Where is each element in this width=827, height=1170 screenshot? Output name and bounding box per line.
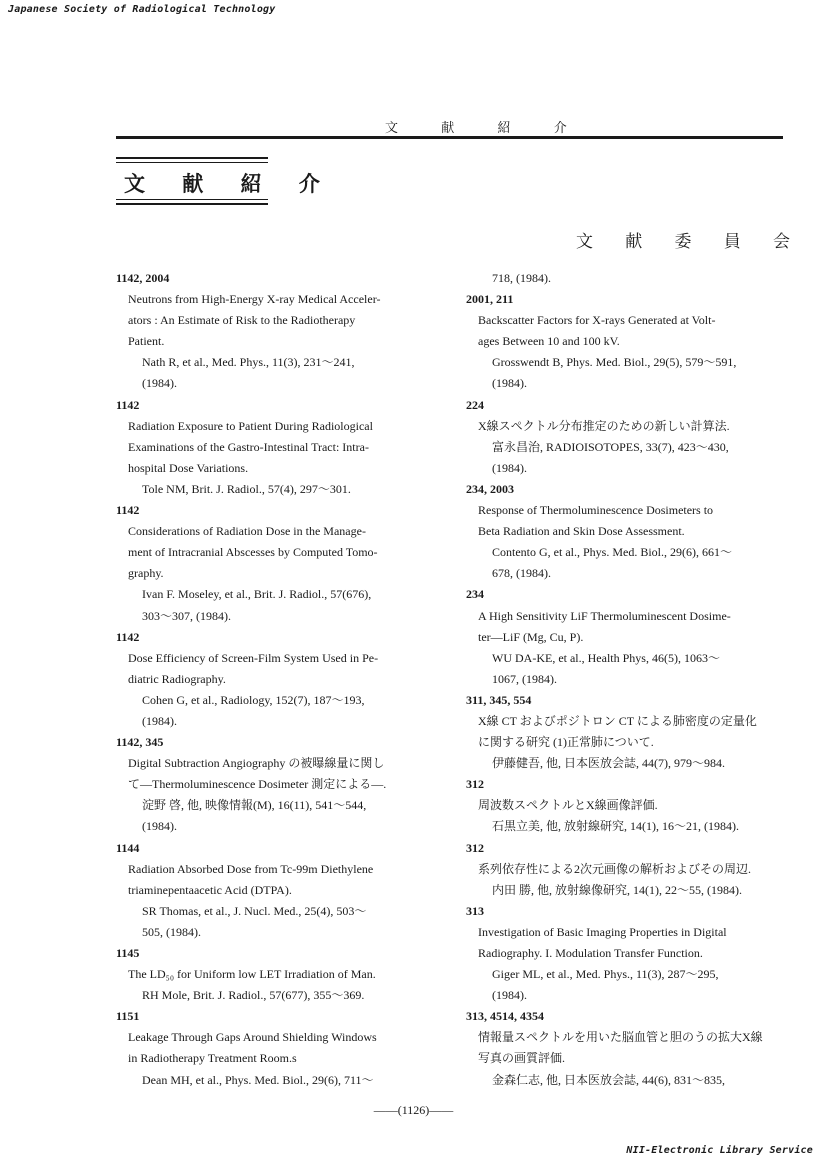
article-title-line: Leakage Through Gaps Around Shielding Windows <box>128 1030 377 1045</box>
article-title-line: て―Thermoluminescence Dosimeter 測定による―. <box>128 777 387 792</box>
classification-code: 313 <box>466 903 484 918</box>
citation-line: RH Mole, Brit. J. Radiol., 57(677), 355～369. <box>142 988 365 1003</box>
article-title-line: 情報量スペクトルを用いた脳血管と胆のうの拡大X線 <box>478 1030 763 1045</box>
citation-line: (1984). <box>492 376 527 391</box>
page-number: ――(1126)―― <box>373 1103 454 1117</box>
citation-line: 淀野 啓, 他, 映像情報(M), 16(11), 541～544, <box>142 798 367 813</box>
citation-line: Grosswendt B, Phys. Med. Biol., 29(5), 579～591, <box>492 355 737 370</box>
left-column <box>116 268 434 1091</box>
running-head: 文 献 紹 介 <box>385 120 587 135</box>
citation-line: (1984). <box>492 460 527 475</box>
reference-entry <box>116 1006 434 1090</box>
article-title-line: Response of Thermoluminescence Dosimeters to <box>478 503 714 518</box>
article-title-line: triaminepentaacetic Acid (DTPA). <box>128 882 292 897</box>
citation-line: Ivan F. Moseley, et al., Brit. J. Radiol., 57(676), <box>142 587 372 602</box>
committee-name: 文 献 委 員 会 <box>576 232 804 251</box>
classification-code: 1142, 2004 <box>116 271 170 285</box>
article-title-line: in Radiotherapy Treatment Room.s <box>128 1051 297 1066</box>
article-title-line: 系列依存性による2次元画像の解析およびその周辺. <box>478 861 752 876</box>
right-column <box>466 268 784 1091</box>
society-header: Japanese Society of Radiological Technology <box>8 4 276 15</box>
citation-line: 伊藤健吾, 他, 日本医放会誌, 44(7), 979～984. <box>492 756 725 771</box>
article-title-line: Neutrons from High-Energy X-ray Medical Acceler- <box>128 292 381 307</box>
citation-line: (1984). <box>142 376 177 391</box>
reference-entry <box>466 395 784 479</box>
section-title: 文 献 紹 介 <box>124 172 335 196</box>
article-title-line: X線 CT およびポジトロン CT による肺密度の定量化 <box>478 713 757 728</box>
article-title-line: Patient. <box>128 334 165 349</box>
reference-entry <box>466 584 784 689</box>
article-title-line: X線スペクトル分布推定のための新しい計算法. <box>478 418 730 433</box>
citation-line: 505, (1984). <box>142 924 201 939</box>
section-title-box <box>116 157 335 205</box>
classification-code: 1142 <box>116 397 140 412</box>
citation-line: Nath R, et al., Med. Phys., 11(3), 231～241, <box>142 355 355 370</box>
article-title-line: hospital Dose Variations. <box>128 460 249 475</box>
article-title-line: ators : An Estimate of Risk to the Radiotherapy <box>128 313 356 328</box>
article-title-line: 周波数スペクトルとX線画像評価. <box>478 798 658 813</box>
reference-entry <box>116 732 434 837</box>
classification-code: 311, 345, 554 <box>466 692 532 707</box>
article-title-line: 写真の画質評価. <box>478 1051 566 1066</box>
reference-entry <box>116 395 434 500</box>
classification-code: 234 <box>466 587 484 602</box>
citation-line: 金森仁志, 他, 日本医放会誌, 44(6), 831～835, <box>492 1072 725 1087</box>
classification-code: 1145 <box>116 946 140 960</box>
citation-line: 富永昌治, RADIOISOTOPES, 33(7), 423～430, <box>492 439 729 454</box>
reference-entry <box>466 774 784 837</box>
reference-entry <box>466 901 784 1006</box>
citation-line: 1067, (1984). <box>492 671 557 686</box>
article-title-line: diatric Radiography. <box>128 671 226 686</box>
reference-entry <box>116 500 434 627</box>
box-rule-top <box>116 157 268 159</box>
citation-line: SR Thomas, et al., J. Nucl. Med., 25(4), 503～ <box>142 903 367 918</box>
classification-code: 234, 2003 <box>466 481 514 496</box>
article-title-line: Radiation Exposure to Patient During Radiological <box>128 418 373 433</box>
citation-line: 303～307, (1984). <box>142 608 231 623</box>
citation-line: (1984). <box>142 819 177 834</box>
reference-entry <box>466 289 784 394</box>
article-title-line: Digital Subtraction Angiography の被曝線量に関し <box>128 756 385 771</box>
article-title-line: graphy. <box>128 566 164 581</box>
citation-line: Contento G, et al., Phys. Med. Biol., 29(6), 661～ <box>492 545 732 560</box>
article-title-line: Backscatter Factors for X-rays Generated at Volt- <box>478 313 716 328</box>
reference-entry <box>466 479 784 584</box>
classification-code: 312 <box>466 777 484 792</box>
citation-line: 718, (1984). <box>492 271 551 285</box>
classification-code: 312 <box>466 840 484 855</box>
box-rule-bottom <box>116 203 268 205</box>
classification-code: 1151 <box>116 1009 140 1024</box>
reference-entry <box>116 268 434 395</box>
article-title-line: Considerations of Radiation Dose in the Manage- <box>128 524 366 539</box>
article-title-line: ment of Intracranial Abscesses by Computed Tomo- <box>128 545 378 560</box>
citation-line: Dean MH, et al., Phys. Med. Biol., 29(6), 711～ <box>142 1072 374 1087</box>
reference-entry <box>466 838 784 901</box>
article-title-line: A High Sensitivity LiF Thermoluminescent Dosime- <box>478 608 731 623</box>
reference-entry <box>116 627 434 732</box>
classification-code: 224 <box>466 397 484 412</box>
classification-code: 1144 <box>116 840 140 855</box>
citation-line: Giger ML, et al., Med. Phys., 11(3), 287～295, <box>492 967 719 982</box>
reference-entry <box>116 838 434 943</box>
reference-entry <box>466 268 784 289</box>
citation-line: 石黒立美, 他, 放射線研究, 14(1), 16～21, (1984). <box>492 819 739 834</box>
classification-code: 2001, 211 <box>466 292 514 307</box>
header-rule <box>116 136 783 139</box>
classification-code: 1142 <box>116 629 140 644</box>
classification-code: 313, 4514, 4354 <box>466 1009 544 1024</box>
classification-code: 1142, 345 <box>116 735 164 750</box>
citation-line: 678, (1984). <box>492 566 551 581</box>
article-title-line: Radiography. I. Modulation Transfer Function. <box>478 946 703 960</box>
library-footer: NII-Electronic Library Service <box>626 1145 813 1156</box>
citation-line: 内田 勝, 他, 放射線像研究, 14(1), 22～55, (1984). <box>492 882 742 897</box>
article-title-line: The LD₅₀ for Uniform low LET Irradiation of Man. <box>128 967 376 982</box>
citation-line: (1984). <box>142 713 177 728</box>
article-title-line: Radiation Absorbed Dose from Tc-99m Diethylene <box>128 861 374 876</box>
reference-entry <box>116 943 434 1006</box>
reference-entry <box>466 690 784 774</box>
article-title-line: Dose Efficiency of Screen-Film System Used in Pe- <box>128 650 379 665</box>
citation-line: (1984). <box>492 988 527 1003</box>
classification-code: 1142 <box>116 503 140 518</box>
article-title-line: Beta Radiation and Skin Dose Assessment. <box>478 524 685 539</box>
article-title-line: Examinations of the Gastro-Intestinal Tract: Intra- <box>128 439 369 454</box>
article-title-line: Investigation of Basic Imaging Properties in Digital <box>478 924 727 939</box>
article-title-line: ages Between 10 and 100 kV. <box>478 334 620 349</box>
citation-line: Tole NM, Brit. J. Radiol., 57(4), 297～301. <box>142 481 351 496</box>
box-rule-top-thin <box>116 162 268 163</box>
article-title-line: に関する研究 (1)正常肺について. <box>478 735 654 750</box>
article-title-line: ter―LiF (Mg, Cu, P). <box>478 629 584 644</box>
citation-line: WU DA-KE, et al., Health Phys, 46(5), 1063～ <box>492 650 720 665</box>
reference-entry <box>466 1006 784 1090</box>
box-rule-bottom-thin <box>116 199 268 200</box>
citation-line: Cohen G, et al., Radiology, 152(7), 187～193, <box>142 692 365 707</box>
